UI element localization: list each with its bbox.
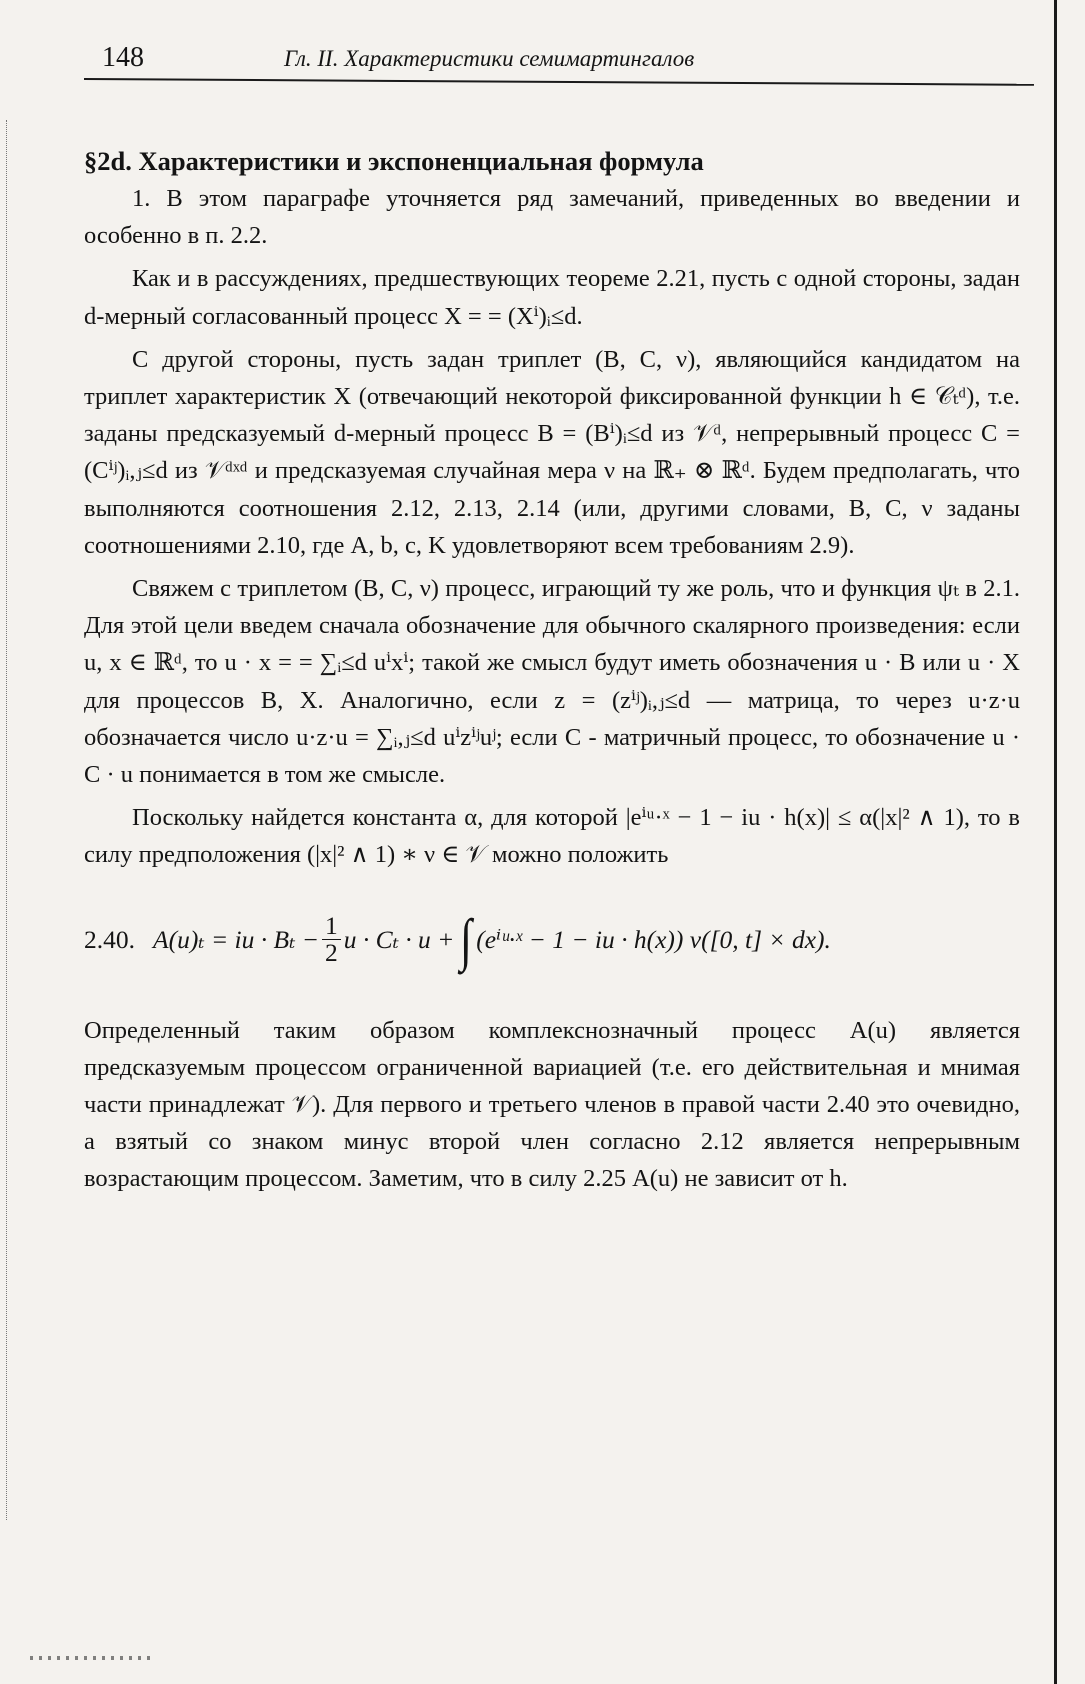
section-heading: §2d. Характеристики и экспоненциальная формула <box>84 146 704 176</box>
paragraph-2: Как и в рассуждениях, предшествующих теореме 2.21, пусть с одной стороны, задан d-мерный согласованный процесс X = = (Xⁱ)ᵢ≤d. <box>84 265 1020 330</box>
formula-body <box>153 906 831 972</box>
scan-specks <box>30 1656 150 1660</box>
formula-middle: u · Cₜ · u + <box>343 925 455 955</box>
formula-2-40 <box>84 880 1020 1000</box>
page-header <box>84 40 1028 82</box>
scan-page-edge <box>1054 0 1071 1684</box>
formula-lhs: A(u)ₜ = iu · Bₜ − <box>153 925 319 955</box>
paragraph-3: С другой стороны, пусть задан триплет (B, C, ν), являющийся кандидатом на триплет характеристик X (отвечающий некоторой фиксированной функции h ∈ 𝒞ₜᵈ), т.е. заданы предсказуемый d-мерный процесс B = (Bⁱ)ᵢ≤d из 𝒱ᵈ, непрерывный процесс C = (Cⁱʲ)ᵢ,ⱼ≤d из 𝒱ᵈˣᵈ и предсказуемая случайная мера ν на ℝ₊ ⊗ ℝᵈ. Будем предполагать, что выполняются соотношения 2.12, 2.13, 2.14 (или, другими словами, B, C, ν заданы соотношениями 2.10, где A, b, c, K удовлетворяют всем требованиям 2.9). <box>84 345 1020 559</box>
paragraph-4: Свяжем с триплетом (B, C, ν) процесс, играющий ту же роль, что и функция ψₜ в 2.1. Для этой цели введем сначала обозначение для обычного скалярного произведения: если u, x ∈ ℝᵈ, то u · x = = ∑ᵢ≤d uⁱxⁱ; такой же смысл будут иметь обозначения u · B или u · X для процессов B, X. Аналогично, если z = (zⁱʲ)ᵢ,ⱼ≤d — матрица, то через u·z·u обозначается число u·z·u = ∑ᵢ,ⱼ≤d uⁱzⁱʲuʲ; если C - матричный процесс, то обозначение u · C · u понимается в том же смысле. <box>84 575 1020 789</box>
running-head: Гл. II. Характеристики семимартингалов <box>284 46 695 71</box>
integral-sign: ∫ <box>460 906 473 972</box>
paragraph-5: Поскольку найдется константа α, для которой |eⁱᵘ·ˣ − 1 − iu · h(x)| ≤ α(|x|² ∧ 1), то в силу предположения (|x|² ∧ 1) ∗ ν ∈ 𝒱 можно положить <box>84 804 1020 869</box>
formula-rhs: (eⁱᵘ·ˣ − 1 − iu · h(x)) ν([0, t] × dx). <box>476 925 831 955</box>
paragraph-1: 1. В этом параграфе уточняется ряд замечаний, приведенных во введении и особенно в п. 2.2. <box>84 185 1020 250</box>
fraction-numerator: 1 <box>322 913 341 940</box>
scan-left-margin-marks <box>6 120 9 1520</box>
formula-fraction <box>322 913 341 966</box>
page-number: 148 <box>102 42 144 73</box>
formula-number: 2.40. <box>84 925 135 955</box>
page-body <box>84 142 1020 1204</box>
fraction-denominator: 2 <box>324 938 338 968</box>
paragraph-after-formula: Определенный таким образом комплекснозначный процесс A(u) является предсказуемым процессом ограниченной вариацией (т.е. его действительная и мнимая части принадлежат 𝒱). Для первого и третьего членов в правой части 2.40 это очевидно, а взятый со знаком минус второй член согласно 2.12 является непрерывным возрастающим процессом. Заметим, что в силу 2.25 A(u) не зависит от h. <box>84 1016 1020 1193</box>
